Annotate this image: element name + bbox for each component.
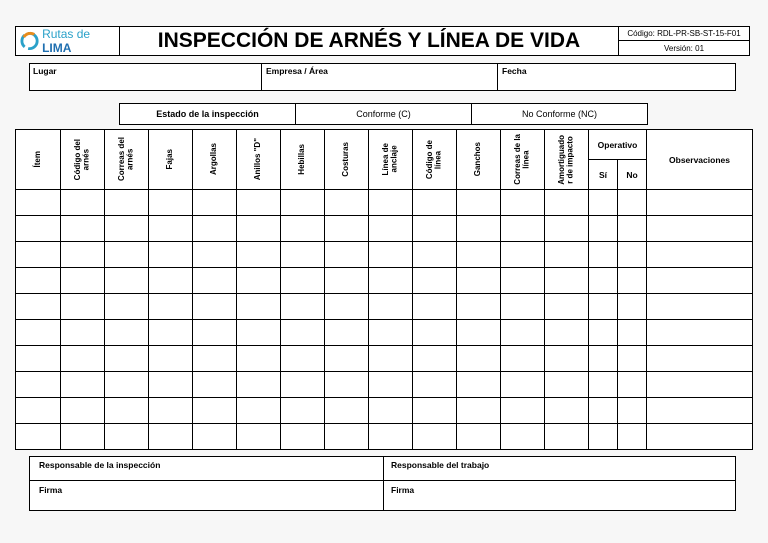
- table-cell[interactable]: [501, 294, 545, 320]
- table-cell[interactable]: [325, 398, 369, 424]
- document-version: Versión: 01: [618, 40, 750, 56]
- table-cell[interactable]: [369, 242, 413, 268]
- page-title: INSPECCIÓN DE ARNÉS Y LÍNEA DE VIDA: [119, 26, 619, 56]
- table-cell[interactable]: [281, 294, 325, 320]
- col-codigo-linea: Código de línea: [425, 139, 443, 180]
- table-cell[interactable]: [193, 346, 237, 372]
- table-cell[interactable]: [369, 294, 413, 320]
- table-cell[interactable]: [237, 424, 281, 450]
- table-cell[interactable]: [61, 372, 105, 398]
- table-cell[interactable]: [413, 320, 457, 346]
- table-cell[interactable]: [618, 242, 647, 268]
- table-cell[interactable]: [457, 190, 501, 216]
- col-argollas: Argollas: [209, 143, 219, 176]
- table-cell[interactable]: [193, 398, 237, 424]
- table-cell[interactable]: [369, 372, 413, 398]
- table-cell[interactable]: [589, 294, 618, 320]
- table-cell[interactable]: [325, 268, 369, 294]
- table-cell[interactable]: [61, 424, 105, 450]
- table-cell[interactable]: [193, 242, 237, 268]
- table-cell[interactable]: [589, 216, 618, 242]
- table-cell[interactable]: [281, 216, 325, 242]
- table-cell[interactable]: [545, 424, 589, 450]
- table-cell[interactable]: [149, 216, 193, 242]
- table-cell[interactable]: [618, 190, 647, 216]
- table-cell[interactable]: [61, 190, 105, 216]
- table-cell[interactable]: [369, 216, 413, 242]
- table-cell[interactable]: [618, 398, 647, 424]
- table-cell[interactable]: [237, 294, 281, 320]
- col-item: Ítem: [32, 151, 42, 168]
- table-cell[interactable]: [105, 242, 149, 268]
- col-linea-anclaje: Línea de anclaje: [381, 143, 399, 176]
- table-cell[interactable]: [647, 424, 753, 450]
- table-cell[interactable]: [16, 398, 61, 424]
- logo-text: Rutas de LIMA: [42, 27, 91, 55]
- table-cell[interactable]: [193, 190, 237, 216]
- table-cell[interactable]: [413, 294, 457, 320]
- table-cell[interactable]: [413, 268, 457, 294]
- table-cell[interactable]: [618, 294, 647, 320]
- table-cell[interactable]: [501, 346, 545, 372]
- table-cell[interactable]: [149, 242, 193, 268]
- col-correas-arnes: Correas del arnés: [117, 137, 135, 182]
- table-cell[interactable]: [16, 190, 61, 216]
- table-cell[interactable]: [647, 294, 753, 320]
- table-cell[interactable]: [369, 190, 413, 216]
- table-cell[interactable]: [501, 242, 545, 268]
- table-cell[interactable]: [16, 268, 61, 294]
- table-row: [16, 398, 753, 424]
- col-hebillas: Hebillas: [297, 144, 307, 175]
- table-cell[interactable]: [589, 242, 618, 268]
- table-cell[interactable]: [149, 372, 193, 398]
- table-cell[interactable]: [149, 268, 193, 294]
- table-cell[interactable]: [647, 372, 753, 398]
- table-cell[interactable]: [545, 190, 589, 216]
- table-cell[interactable]: [325, 372, 369, 398]
- table-cell[interactable]: [589, 190, 618, 216]
- table-cell[interactable]: [545, 320, 589, 346]
- table-cell[interactable]: [105, 216, 149, 242]
- logo-box: [15, 26, 120, 56]
- table-row: [16, 372, 753, 398]
- table-cell[interactable]: [618, 320, 647, 346]
- table-cell[interactable]: [369, 346, 413, 372]
- table-cell[interactable]: [325, 190, 369, 216]
- table-cell[interactable]: [589, 320, 618, 346]
- table-cell[interactable]: [61, 320, 105, 346]
- table-cell[interactable]: [16, 216, 61, 242]
- table-cell[interactable]: [545, 294, 589, 320]
- table-cell[interactable]: [457, 346, 501, 372]
- col-anillos-d: Anillos "D": [253, 138, 263, 181]
- table-cell[interactable]: [16, 242, 61, 268]
- table-cell[interactable]: [61, 216, 105, 242]
- firma-left-label: Firma: [39, 485, 63, 495]
- table-cell[interactable]: [501, 216, 545, 242]
- table-cell[interactable]: [325, 424, 369, 450]
- table-row: [16, 346, 753, 372]
- table-cell[interactable]: [647, 398, 753, 424]
- table-cell[interactable]: [413, 372, 457, 398]
- table-cell[interactable]: [545, 268, 589, 294]
- lugar-field[interactable]: [30, 64, 262, 90]
- table-cell[interactable]: [149, 398, 193, 424]
- footer-divider-v: [383, 456, 384, 511]
- table-cell[interactable]: [369, 268, 413, 294]
- table-cell[interactable]: [61, 398, 105, 424]
- table-cell[interactable]: [589, 398, 618, 424]
- table-cell[interactable]: [105, 268, 149, 294]
- table-row: [16, 424, 753, 450]
- table-cell[interactable]: [237, 320, 281, 346]
- no-conforme-option[interactable]: No Conforme (NC): [471, 103, 648, 125]
- col-ganchos: Ganchos: [473, 142, 483, 177]
- table-cell[interactable]: [413, 398, 457, 424]
- table-cell[interactable]: [105, 346, 149, 372]
- table-cell[interactable]: [281, 346, 325, 372]
- table-cell[interactable]: [193, 294, 237, 320]
- table-cell[interactable]: [281, 242, 325, 268]
- table-cell[interactable]: [618, 216, 647, 242]
- table-cell[interactable]: [325, 216, 369, 242]
- table-row: [16, 320, 753, 346]
- table-cell[interactable]: [545, 372, 589, 398]
- table-cell[interactable]: [589, 372, 618, 398]
- table-cell[interactable]: [545, 242, 589, 268]
- logo-icon: [20, 31, 39, 51]
- table-cell[interactable]: [618, 346, 647, 372]
- table-cell[interactable]: [193, 216, 237, 242]
- table-cell[interactable]: [457, 424, 501, 450]
- table-row: [16, 242, 753, 268]
- col-costuras: Costuras: [341, 142, 351, 177]
- table-cell[interactable]: [647, 346, 753, 372]
- table-cell[interactable]: [281, 320, 325, 346]
- col-operativo-si: Sí: [598, 169, 608, 180]
- table-cell[interactable]: [325, 294, 369, 320]
- table-cell[interactable]: [61, 268, 105, 294]
- table-cell[interactable]: [237, 190, 281, 216]
- table-cell[interactable]: [105, 424, 149, 450]
- firma-right-label: Firma: [391, 485, 415, 495]
- table-row: [16, 216, 753, 242]
- table-cell[interactable]: [413, 424, 457, 450]
- table-cell[interactable]: [281, 268, 325, 294]
- resp-inspeccion-label: Responsable de la inspección: [39, 460, 161, 470]
- table-cell[interactable]: [237, 372, 281, 398]
- table-cell[interactable]: [589, 268, 618, 294]
- table-cell[interactable]: [457, 242, 501, 268]
- table-cell[interactable]: [589, 424, 618, 450]
- table-cell[interactable]: [457, 398, 501, 424]
- fecha-label: Fecha: [502, 66, 527, 76]
- table-cell[interactable]: [501, 372, 545, 398]
- table-cell[interactable]: [193, 424, 237, 450]
- table-cell[interactable]: [457, 294, 501, 320]
- table-cell[interactable]: [16, 372, 61, 398]
- table-cell[interactable]: [237, 346, 281, 372]
- table-cell[interactable]: [281, 190, 325, 216]
- table-cell[interactable]: [413, 216, 457, 242]
- table-cell[interactable]: [325, 346, 369, 372]
- table-cell[interactable]: [413, 242, 457, 268]
- table-cell[interactable]: [413, 190, 457, 216]
- table-cell[interactable]: [501, 398, 545, 424]
- table-cell[interactable]: [61, 346, 105, 372]
- table-cell[interactable]: [105, 294, 149, 320]
- table-cell[interactable]: [457, 372, 501, 398]
- table-cell[interactable]: [545, 398, 589, 424]
- resp-trabajo-label: Responsable del trabajo: [391, 460, 490, 470]
- table-cell[interactable]: [61, 242, 105, 268]
- table-cell[interactable]: [16, 294, 61, 320]
- table-cell[interactable]: [413, 346, 457, 372]
- table-cell[interactable]: [193, 372, 237, 398]
- table-cell[interactable]: [647, 268, 753, 294]
- col-correas-linea: Correas de la línea: [513, 134, 531, 185]
- table-cell[interactable]: [237, 268, 281, 294]
- col-operativo: Operativo: [597, 139, 638, 150]
- table-cell[interactable]: [545, 346, 589, 372]
- table-cell[interactable]: [501, 424, 545, 450]
- fecha-field[interactable]: [499, 64, 735, 90]
- table-cell[interactable]: [237, 398, 281, 424]
- col-operativo-no: No: [626, 169, 638, 180]
- table-cell[interactable]: [501, 320, 545, 346]
- table-cell[interactable]: [149, 346, 193, 372]
- table-cell[interactable]: [193, 268, 237, 294]
- table-cell[interactable]: [16, 424, 61, 450]
- table-cell[interactable]: [647, 320, 753, 346]
- table-cell[interactable]: [369, 424, 413, 450]
- table-cell[interactable]: [545, 216, 589, 242]
- conforme-option[interactable]: Conforme (C): [295, 103, 472, 125]
- table-cell[interactable]: [149, 190, 193, 216]
- table-cell[interactable]: [281, 398, 325, 424]
- table-cell[interactable]: [325, 320, 369, 346]
- col-fajas: Fajas: [165, 149, 175, 170]
- table-cell[interactable]: [457, 216, 501, 242]
- table-cell[interactable]: [457, 268, 501, 294]
- table-cell[interactable]: [325, 242, 369, 268]
- estado-label: Estado de la inspección: [119, 103, 296, 125]
- table-cell[interactable]: [369, 320, 413, 346]
- empresa-label: Empresa / Área: [266, 66, 328, 76]
- table-cell[interactable]: [16, 346, 61, 372]
- table-cell[interactable]: [369, 398, 413, 424]
- table-cell[interactable]: [589, 346, 618, 372]
- table-cell[interactable]: [501, 190, 545, 216]
- table-cell[interactable]: [618, 424, 647, 450]
- table-cell[interactable]: [237, 242, 281, 268]
- table-cell[interactable]: [647, 242, 753, 268]
- document-code: Código: RDL-PR-SB-ST-15-F01: [618, 26, 750, 41]
- table-cell[interactable]: [501, 268, 545, 294]
- table-cell[interactable]: [149, 294, 193, 320]
- table-cell[interactable]: [149, 424, 193, 450]
- table-cell[interactable]: [105, 372, 149, 398]
- table-cell[interactable]: [618, 268, 647, 294]
- table-cell[interactable]: [237, 216, 281, 242]
- table-cell[interactable]: [105, 320, 149, 346]
- table-cell[interactable]: [647, 216, 753, 242]
- table-row: [16, 294, 753, 320]
- table-row: [16, 190, 753, 216]
- table-cell[interactable]: [618, 372, 647, 398]
- col-codigo-arnes: Código del arnés: [73, 138, 91, 181]
- table-cell[interactable]: [16, 320, 61, 346]
- table-cell[interactable]: [193, 320, 237, 346]
- table-cell[interactable]: [457, 320, 501, 346]
- table-cell[interactable]: [61, 294, 105, 320]
- table-cell[interactable]: [281, 424, 325, 450]
- table-cell[interactable]: [149, 320, 193, 346]
- table-cell[interactable]: [647, 190, 753, 216]
- table-cell[interactable]: [105, 190, 149, 216]
- col-amortiguador: Amortiguado r de impacto: [557, 134, 575, 185]
- empresa-field[interactable]: [263, 64, 498, 90]
- col-observaciones: Observaciones: [669, 154, 730, 165]
- inspection-table: [15, 129, 753, 450]
- table-cell[interactable]: [105, 398, 149, 424]
- table-row: [16, 268, 753, 294]
- table-cell[interactable]: [281, 372, 325, 398]
- lugar-label: Lugar: [33, 66, 57, 76]
